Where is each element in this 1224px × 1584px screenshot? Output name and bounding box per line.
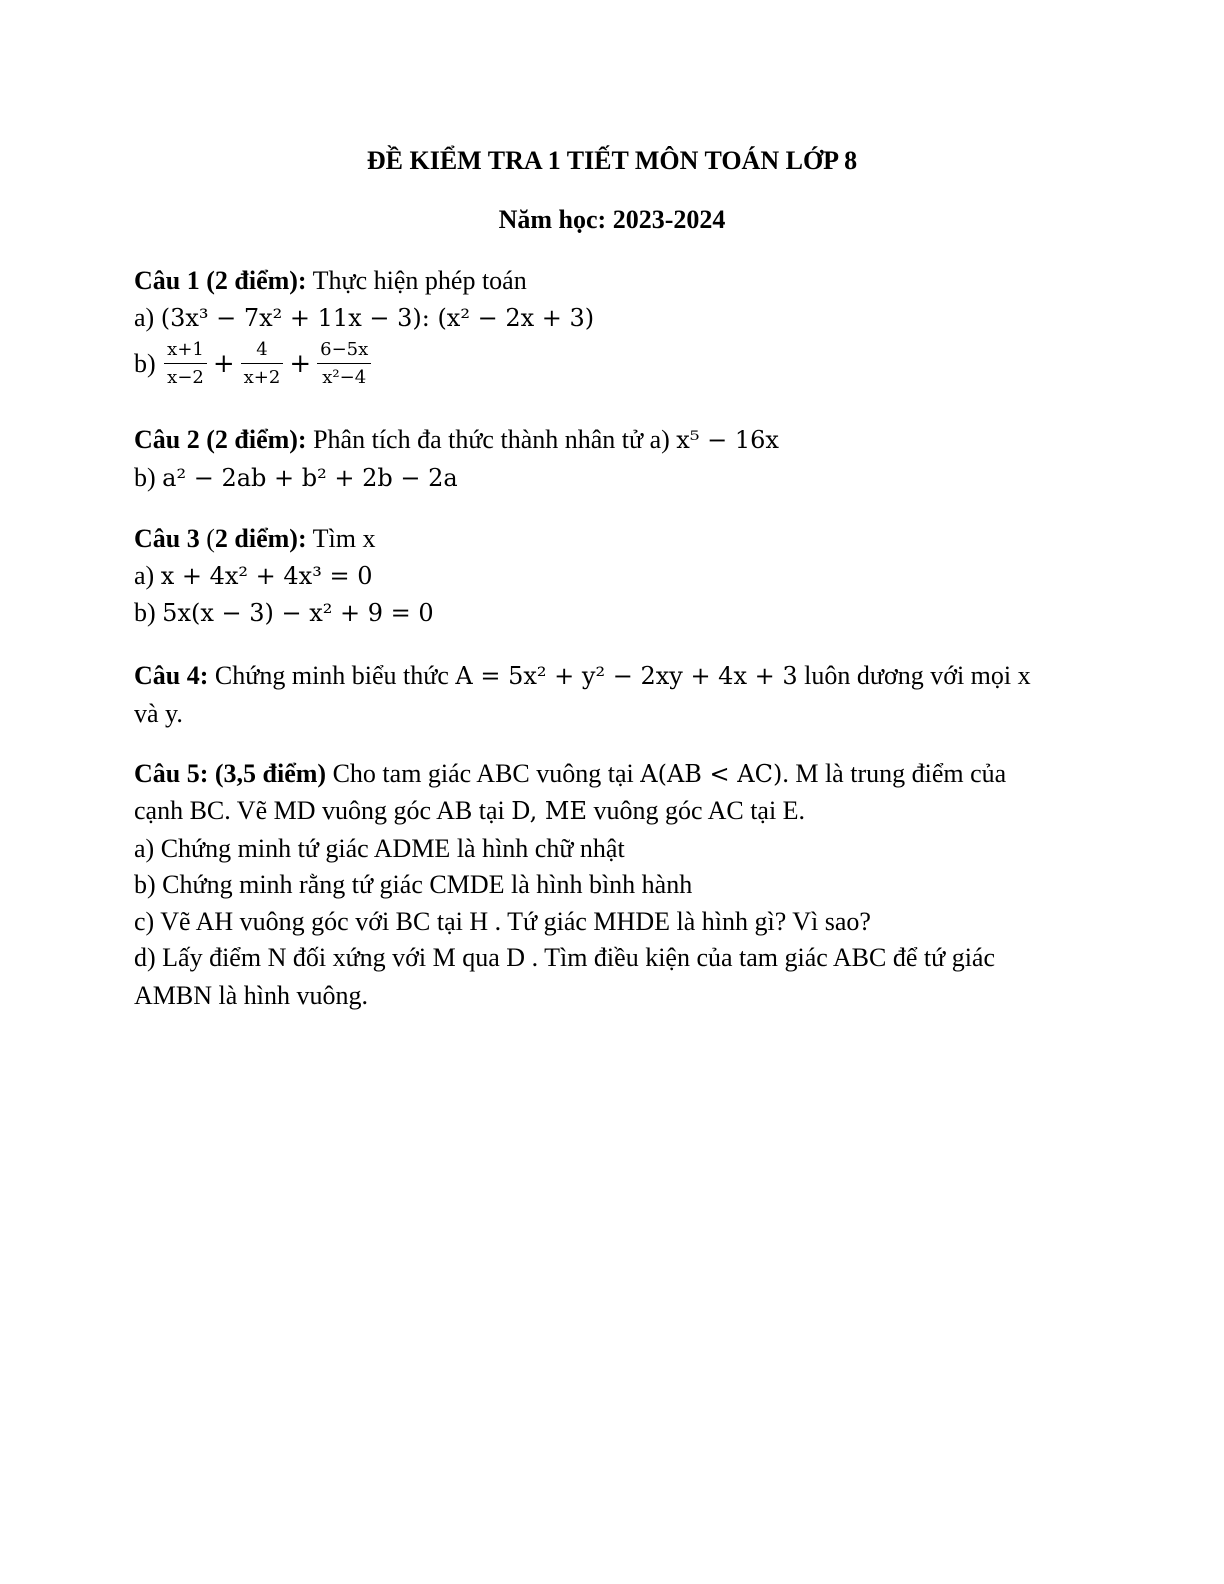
q2-text: Phân tích đa thức thành nhân tử a) <box>306 425 677 454</box>
q5-line2-math: D, ME <box>511 797 587 825</box>
q3-heading <box>134 524 375 554</box>
q3-text: Tìm x <box>306 524 376 553</box>
q2-b-prefix: b) <box>134 463 163 492</box>
plus-sign: + <box>212 349 235 379</box>
fraction-3-numerator: 6−5x <box>317 339 371 364</box>
fraction-1-denominator: x−2 <box>167 367 204 388</box>
q5-part-b: b) Chứng minh rằng tứ giác CMDE là hình bình hành <box>134 870 693 899</box>
q3-b-math: 5x(x − 3) − x² + 9 = 0 <box>162 599 434 627</box>
q4-text-1: Chứng minh biểu thức <box>208 661 456 690</box>
fraction-3-denominator: x²−4 <box>322 367 367 388</box>
page-title: ĐỀ KIỂM TRA 1 TIẾT MÔN TOÁN LỚP 8 <box>366 146 858 175</box>
q4-line-1 <box>134 661 1031 691</box>
q1-b-prefix: b) <box>134 349 156 378</box>
q3-b-prefix: b) <box>134 598 163 627</box>
fraction-2-denominator: x+2 <box>243 367 281 388</box>
fraction-1 <box>164 339 207 389</box>
fraction-2-numerator: 4 <box>241 339 284 364</box>
q3-part-b <box>134 598 434 628</box>
fraction-2 <box>241 339 284 389</box>
q5-label: Câu 5: (3,5 điểm) <box>134 759 327 788</box>
fraction-1-numerator: x+1 <box>164 339 207 364</box>
q5-line-2 <box>134 796 805 826</box>
q3-label-paren: ( <box>199 524 215 553</box>
q5-math-1: A(AB < AC) <box>640 760 783 788</box>
q1-heading <box>134 266 527 296</box>
q3-a-math: x + 4x² + 4x³ = 0 <box>160 562 373 590</box>
q2-a-math: x⁵ − 16x <box>676 426 779 454</box>
q4-math: A = 5x² + y² − 2xy + 4x + 3 <box>455 662 798 690</box>
q2-heading <box>134 425 779 455</box>
q5-line-1 <box>134 759 1006 789</box>
q5-text-2: . M là trung điểm của <box>782 759 1007 788</box>
q5-text-1: Cho tam giác ABC vuông tại <box>326 759 641 788</box>
plus-sign: + <box>289 349 312 379</box>
q5-line2-text2: vuông góc AC tại E. <box>586 796 806 825</box>
q2-b-math: a² − 2ab + b² + 2b − 2a <box>162 464 458 492</box>
q5-part-a: a) Chứng minh tứ giác ADME là hình chữ nhật <box>134 834 625 863</box>
school-year: Năm học: 2023-2024 <box>498 205 726 234</box>
q1-label: Câu 1 (2 điểm): <box>134 266 307 295</box>
q3-label: Câu 3 <box>134 524 200 553</box>
q4-label: Câu 4: <box>134 661 209 690</box>
q1-a-math: (3x³ − 7x² + 11x − 3): (x² − 2x + 3) <box>160 304 595 332</box>
q1-a-prefix: a) <box>134 303 161 332</box>
q1-part-b <box>134 339 373 389</box>
q2-part-b <box>134 463 458 493</box>
q5-part-d-line-2: AMBN là hình vuông. <box>134 981 368 1010</box>
q4-line-2: và y. <box>134 699 183 728</box>
q3-label-points: 2 diểm): <box>214 524 307 553</box>
q5-part-d-line-1: d) Lấy điểm N đối xứng với M qua D . Tìm điều kiện của tam giác ABC để tứ giác <box>134 943 996 972</box>
q2-label: Câu 2 (2 điểm): <box>134 425 307 454</box>
q5-line2-text: cạnh BC. Vẽ MD vuông góc AB tại <box>134 796 512 825</box>
fraction-3 <box>317 339 371 389</box>
q1-part-a <box>134 303 594 333</box>
q3-part-a <box>134 561 372 591</box>
q3-a-prefix: a) <box>134 561 161 590</box>
q4-text-2: luôn dương với mọi x <box>797 661 1031 690</box>
q5-part-c: c) Vẽ AH vuông góc với BC tại H . Tứ giác MHDE là hình gì? Vì sao? <box>134 907 871 936</box>
q1-text: Thực hiện phép toán <box>306 266 527 295</box>
